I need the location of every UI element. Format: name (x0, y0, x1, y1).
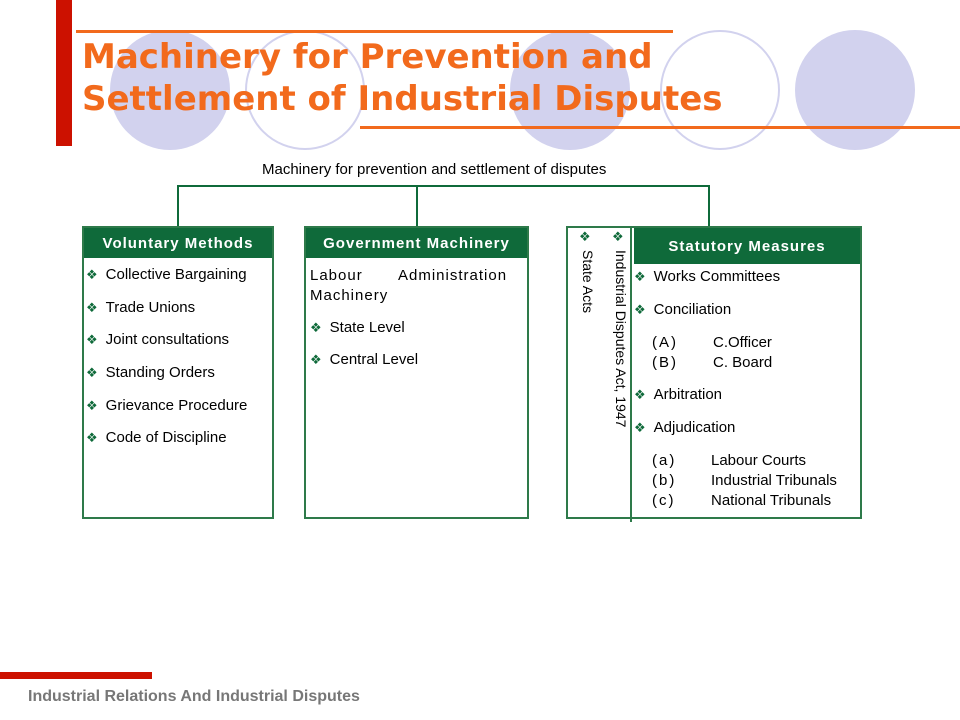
footer-accent-bar (0, 672, 152, 679)
adjudication-sub-value-2: Industrial Tribunals (711, 472, 837, 489)
adjudication-sub-key-1: (a) (652, 452, 677, 469)
statutory-item-adjudication: ❖ Adjudication (634, 419, 736, 436)
conciliation-sub-key-2: (B) (652, 354, 678, 371)
diamond-bullet-icon: ❖ (579, 229, 591, 244)
voluntary-item-3: ❖ Joint consultations (86, 331, 230, 348)
connector-statutory (708, 185, 710, 227)
adjudication-sub-value-1: Labour Courts (711, 452, 807, 469)
slide-title-line-1: Machinery for Prevention and (82, 37, 653, 77)
diamond-bullet-icon: ❖ (86, 331, 98, 347)
voluntary-methods-header: Voluntary Methods (84, 228, 272, 258)
diamond-bullet-icon: ❖ (634, 301, 646, 317)
voluntary-item-4: ❖ Standing Orders (86, 364, 215, 381)
industrial-disputes-act-vertical-label: Industrial Disputes Act, 1947 (613, 250, 629, 428)
title-accent-bar-vertical (56, 0, 72, 146)
statutory-item-arbitration: ❖ Arbitration (634, 386, 723, 403)
diamond-bullet-icon: ❖ (634, 268, 646, 284)
government-item-2: ❖ Central Level (310, 351, 419, 368)
adjudication-sub-key-3: (c) (652, 492, 676, 509)
diamond-bullet-icon: ❖ (86, 364, 98, 380)
diamond-bullet-icon: ❖ (634, 419, 646, 435)
slide-title-line-2: Settlement of Industrial Disputes (82, 79, 723, 119)
diamond-bullet-icon: ❖ (86, 397, 98, 413)
adjudication-sub-key-2: (b) (652, 472, 677, 489)
diamond-bullet-icon: ❖ (310, 351, 322, 367)
diamond-bullet-icon: ❖ (612, 229, 624, 244)
footer-text: Industrial Relations And Industrial Disputes (28, 688, 360, 705)
government-admin-word-2: Administration (398, 267, 508, 284)
voluntary-item-5: ❖ Grievance Procedure (86, 397, 248, 414)
diamond-bullet-icon: ❖ (86, 299, 98, 315)
statutory-measures-header: Statutory Measures (634, 228, 860, 264)
title-accent-line-top (76, 30, 673, 33)
conciliation-sub-value-2: C. Board (713, 354, 773, 371)
conciliation-sub-value-1: C.Officer (713, 334, 772, 351)
connector-horizontal (177, 185, 710, 187)
diagram-root-label: Machinery for prevention and settlement of disputes (262, 161, 607, 178)
statutory-divider-line (630, 226, 632, 522)
adjudication-sub-value-3: National Tribunals (711, 492, 832, 509)
government-machinery-header: Government Machinery (306, 228, 527, 258)
title-accent-line-bottom (360, 126, 960, 129)
government-admin-line-2: Machinery (310, 287, 389, 304)
diamond-bullet-icon: ❖ (310, 319, 322, 335)
voluntary-item-1: ❖ Collective Bargaining (86, 266, 247, 283)
voluntary-item-2: ❖ Trade Unions (86, 299, 196, 316)
state-acts-vertical-label: State Acts (580, 250, 596, 314)
diamond-bullet-icon: ❖ (634, 386, 646, 402)
connector-government (416, 185, 418, 227)
diamond-bullet-icon: ❖ (86, 266, 98, 282)
statutory-item-conciliation: ❖ Conciliation (634, 301, 732, 318)
conciliation-sub-key-1: (A) (652, 334, 678, 351)
slide-title (82, 36, 902, 120)
connector-voluntary (177, 185, 179, 227)
government-admin-word-1: Labour (310, 267, 363, 284)
diamond-bullet-icon: ❖ (86, 429, 98, 445)
statutory-item-works-committees: ❖ Works Committees (634, 268, 781, 285)
voluntary-item-6: ❖ Code of Discipline (86, 429, 227, 446)
government-item-1: ❖ State Level (310, 319, 405, 336)
